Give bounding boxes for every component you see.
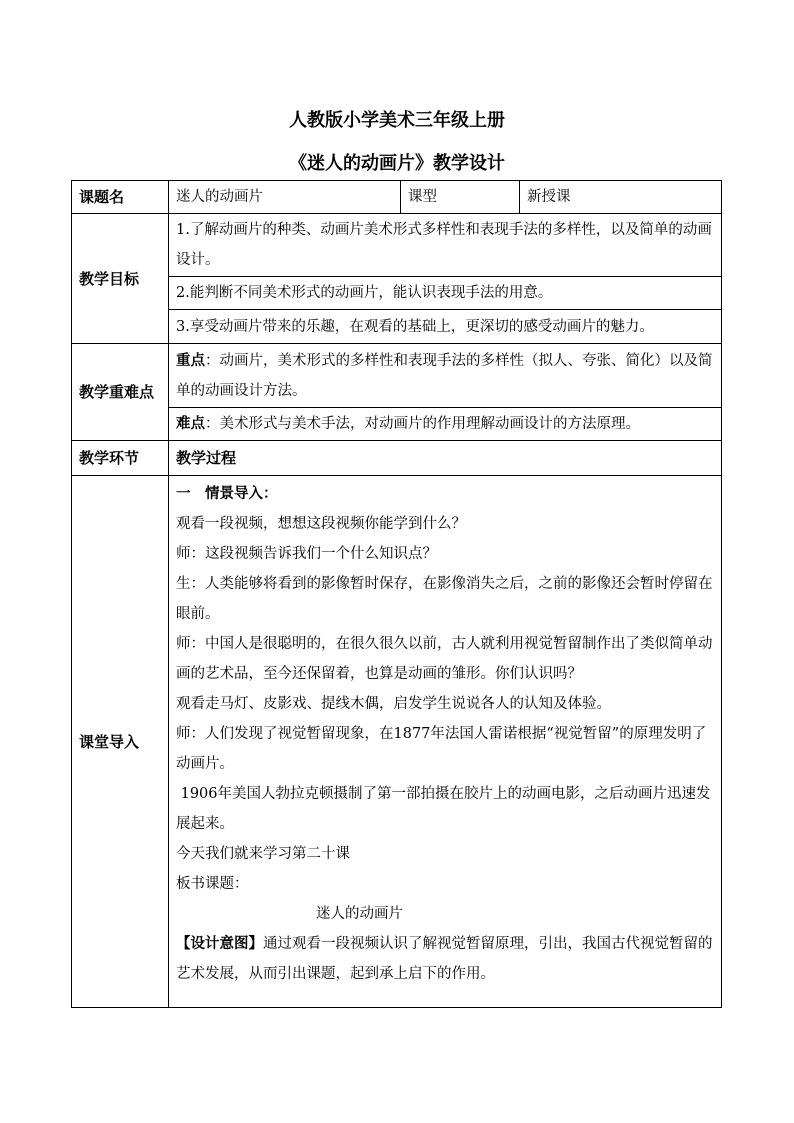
intro-line: 观看走马灯、皮影戏、提线木偶，启发学生说说各人的认知及体验。 bbox=[176, 696, 611, 712]
type-value: 新授课 bbox=[520, 181, 722, 214]
intro-content bbox=[169, 476, 722, 1008]
goals-label: 教学目标 bbox=[72, 214, 169, 344]
intro-label: 课堂导入 bbox=[72, 476, 169, 1008]
goal-item-2: 2.能判断不同美术形式的动画片，能认识表现手法的用意。 bbox=[169, 277, 722, 310]
key-row bbox=[72, 344, 722, 408]
document-title: 人教版小学美术三年级上册 bbox=[289, 110, 505, 131]
topic-label: 课题名 bbox=[72, 181, 169, 214]
goals-row-3 bbox=[72, 310, 722, 344]
intro-line: 板书课题： bbox=[176, 876, 249, 892]
intro-line: 今天我们就来学习第二十课 bbox=[176, 846, 350, 862]
difficult-point-cell bbox=[169, 408, 722, 441]
key-point-label: 重点 bbox=[176, 351, 205, 369]
key-point-cell bbox=[169, 344, 722, 408]
goal-item-1: 1.了解动画片的种类、动画片美术形式多样性和表现手法的多样性，以及简单的动画设计。 bbox=[169, 214, 722, 277]
intro-line: 师：中国人是很聪明的，在很久很久以前，古人就利用视觉暂留制作出了类似简单动画的艺术品，至今还保留着，也算是动画的雏形。你们认识吗？ bbox=[176, 636, 713, 682]
key-difficult-label: 教学重难点 bbox=[72, 344, 169, 441]
intro-line: 生：人类能够将看到的影像暂时保存，在影像消失之后，之前的影像还会暂时停留在眼前。 bbox=[176, 576, 713, 622]
design-intent bbox=[176, 929, 714, 989]
lesson-plan-table bbox=[71, 180, 722, 1008]
intro-line: 师：这段视频告诉我们一个什么知识点？ bbox=[176, 546, 437, 562]
process-header-row bbox=[72, 441, 722, 476]
intro-heading: 一 情景导入： bbox=[176, 485, 278, 502]
intro-line: 师：人们发现了视觉暂留现象，在1877年法国人雷诺根据“视觉暂留”的原理发明了动画片。 bbox=[176, 726, 707, 772]
topic-value: 迷人的动画片 bbox=[169, 181, 401, 214]
type-label: 课型 bbox=[401, 181, 520, 214]
board-title: 迷人的动画片 bbox=[316, 906, 403, 922]
process-header: 教学过程 bbox=[169, 441, 722, 476]
intro-row bbox=[72, 476, 722, 1008]
topic-row bbox=[72, 181, 722, 214]
difficult-point-label: 难点 bbox=[176, 415, 205, 432]
design-intent-text: 通过观看一段视频认识了解视觉暂留原理，引出，我国古代视觉暂留的艺术发展，从而引出课题，起到承上启下的作用。 bbox=[176, 936, 713, 982]
key-point-text: ：动画片，美术形式的多样性和表现手法的多样性（拟人、夸张、简化）以及简单的动画设计方法。 bbox=[176, 352, 713, 399]
difficult-point-text: ：美术形式与美术手法，对动画片的作用理解动画设计的方法原理。 bbox=[205, 416, 640, 432]
goal-item-3: 3.享受动画片带来的乐趣，在观看的基础上，更深切的感受动画片的魅力。 bbox=[169, 310, 722, 344]
difficult-row bbox=[72, 408, 722, 441]
intro-line: 1906年美国人勃拉克顿摄制了第一部拍摄在胶片上的动画电影，之后动画片迅速发展起来。 bbox=[176, 786, 711, 832]
goals-row-1 bbox=[72, 214, 722, 277]
intro-line: 观看一段视频，想想这段视频你能学到什么？ bbox=[176, 516, 466, 532]
document-subtitle: 《迷人的动画片》教学设计 bbox=[289, 153, 505, 174]
design-intent-label: 【设计意图】 bbox=[176, 935, 263, 952]
goals-row-2 bbox=[72, 277, 722, 310]
stage-header: 教学环节 bbox=[72, 441, 169, 476]
